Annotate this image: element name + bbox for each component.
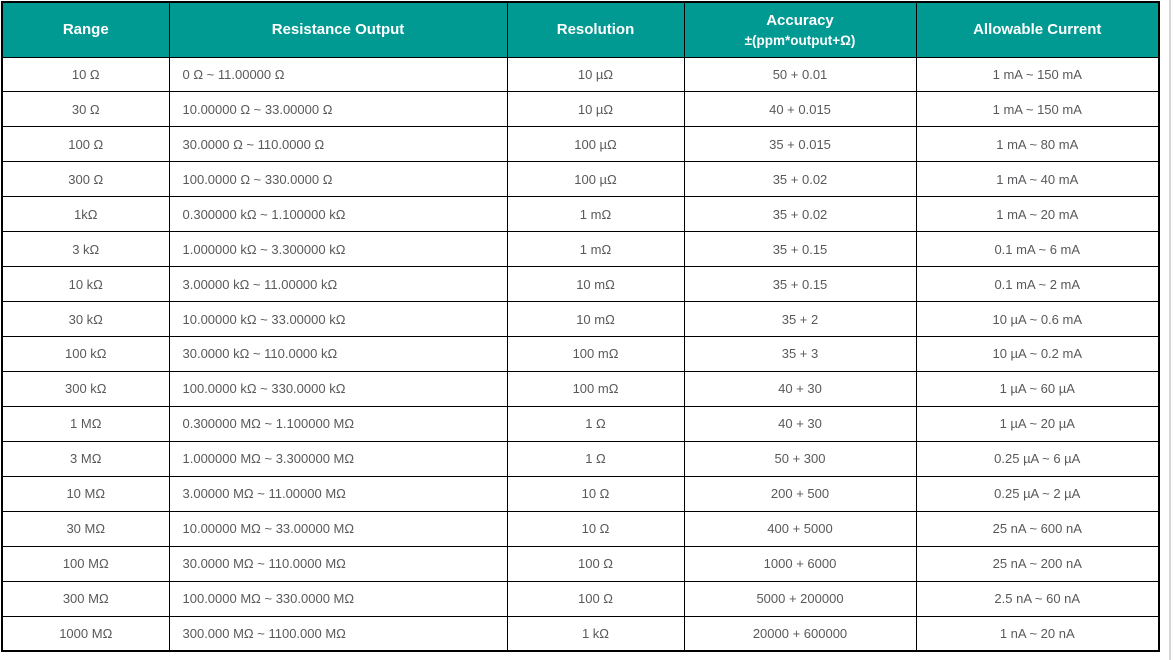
table-row [2, 441, 1159, 476]
cell-range: 30 Ω [2, 92, 169, 127]
cell-resolution: 100 mΩ [507, 337, 684, 372]
cell-allowable-current: 0.1 mA ~ 2 mA [916, 267, 1159, 302]
cell-accuracy: 5000 + 200000 [684, 581, 916, 616]
cell-range: 30 kΩ [2, 302, 169, 337]
cell-resistance-output: 30.0000 kΩ ~ 110.0000 kΩ [169, 337, 507, 372]
cell-resolution: 100 Ω [507, 581, 684, 616]
cell-range: 1 MΩ [2, 406, 169, 441]
cell-range: 300 kΩ [2, 371, 169, 406]
cell-range: 3 kΩ [2, 232, 169, 267]
cell-allowable-current: 2.5 nA ~ 60 nA [916, 581, 1159, 616]
cell-range: 1kΩ [2, 197, 169, 232]
cell-allowable-current: 1 nA ~ 20 nA [916, 616, 1159, 651]
cell-accuracy: 40 + 30 [684, 406, 916, 441]
col-header-allowable-current: Allowable Current [916, 2, 1159, 57]
cell-allowable-current: 10 µA ~ 0.6 mA [916, 302, 1159, 337]
cell-resistance-output: 1.000000 kΩ ~ 3.300000 kΩ [169, 232, 507, 267]
cell-resolution: 1 kΩ [507, 616, 684, 651]
table-row [2, 406, 1159, 441]
cell-accuracy: 35 + 0.02 [684, 197, 916, 232]
cell-resistance-output: 0.300000 MΩ ~ 1.100000 MΩ [169, 406, 507, 441]
cell-range: 30 MΩ [2, 511, 169, 546]
table-row [2, 616, 1159, 651]
cell-resolution: 1 Ω [507, 441, 684, 476]
cell-accuracy: 35 + 2 [684, 302, 916, 337]
cell-accuracy: 35 + 3 [684, 337, 916, 372]
page-edge-line [1169, 0, 1171, 660]
cell-resistance-output: 1.000000 MΩ ~ 3.300000 MΩ [169, 441, 507, 476]
cell-accuracy: 35 + 0.15 [684, 232, 916, 267]
cell-resolution: 10 mΩ [507, 302, 684, 337]
cell-resistance-output: 100.0000 Ω ~ 330.0000 Ω [169, 162, 507, 197]
table-header [2, 2, 1159, 57]
cell-resolution: 100 Ω [507, 546, 684, 581]
cell-range: 300 MΩ [2, 581, 169, 616]
cell-resolution: 10 Ω [507, 476, 684, 511]
cell-resistance-output: 0.300000 kΩ ~ 1.100000 kΩ [169, 197, 507, 232]
table-row [2, 197, 1159, 232]
cell-resistance-output: 10.00000 Ω ~ 33.00000 Ω [169, 92, 507, 127]
cell-allowable-current: 1 mA ~ 150 mA [916, 92, 1159, 127]
cell-accuracy: 35 + 0.02 [684, 162, 916, 197]
table-row [2, 57, 1159, 92]
table-row [2, 511, 1159, 546]
cell-resolution: 100 µΩ [507, 162, 684, 197]
col-header-accuracy [684, 2, 916, 57]
cell-resolution: 100 µΩ [507, 127, 684, 162]
cell-allowable-current: 25 nA ~ 600 nA [916, 511, 1159, 546]
col-header-resistance-output: Resistance Output [169, 2, 507, 57]
header-row [2, 2, 1159, 57]
cell-accuracy: 40 + 30 [684, 371, 916, 406]
cell-accuracy: 50 + 0.01 [684, 57, 916, 92]
table-row [2, 546, 1159, 581]
resistance-spec-table [1, 1, 1160, 652]
cell-resistance-output: 0 Ω ~ 11.00000 Ω [169, 57, 507, 92]
cell-resistance-output: 30.0000 MΩ ~ 110.0000 MΩ [169, 546, 507, 581]
cell-range: 1000 MΩ [2, 616, 169, 651]
cell-allowable-current: 1 mA ~ 150 mA [916, 57, 1159, 92]
table-body [2, 57, 1159, 651]
cell-allowable-current: 1 µA ~ 60 µA [916, 371, 1159, 406]
cell-resolution: 1 Ω [507, 406, 684, 441]
cell-range: 10 kΩ [2, 267, 169, 302]
cell-allowable-current: 0.25 µA ~ 6 µA [916, 441, 1159, 476]
cell-range: 300 Ω [2, 162, 169, 197]
cell-accuracy: 40 + 0.015 [684, 92, 916, 127]
cell-resistance-output: 100.0000 kΩ ~ 330.0000 kΩ [169, 371, 507, 406]
cell-accuracy: 20000 + 600000 [684, 616, 916, 651]
table-row [2, 302, 1159, 337]
table-row [2, 371, 1159, 406]
cell-resistance-output: 10.00000 MΩ ~ 33.00000 MΩ [169, 511, 507, 546]
accuracy-header-line2: ±(ppm*output+Ω) [744, 32, 856, 48]
cell-accuracy: 400 + 5000 [684, 511, 916, 546]
cell-allowable-current: 10 µA ~ 0.2 mA [916, 337, 1159, 372]
cell-resolution: 10 Ω [507, 511, 684, 546]
col-header-resolution: Resolution [507, 2, 684, 57]
cell-resistance-output: 10.00000 kΩ ~ 33.00000 kΩ [169, 302, 507, 337]
cell-allowable-current: 0.1 mA ~ 6 mA [916, 232, 1159, 267]
col-header-range: Range [2, 2, 169, 57]
cell-resistance-output: 100.0000 MΩ ~ 330.0000 MΩ [169, 581, 507, 616]
cell-range: 100 Ω [2, 127, 169, 162]
cell-range: 10 Ω [2, 57, 169, 92]
cell-range: 100 kΩ [2, 337, 169, 372]
cell-resistance-output: 300.000 MΩ ~ 1100.000 MΩ [169, 616, 507, 651]
table-row [2, 267, 1159, 302]
cell-resistance-output: 3.00000 kΩ ~ 11.00000 kΩ [169, 267, 507, 302]
cell-allowable-current: 0.25 µA ~ 2 µA [916, 476, 1159, 511]
cell-allowable-current: 1 µA ~ 20 µA [916, 406, 1159, 441]
table-row [2, 337, 1159, 372]
table-row [2, 127, 1159, 162]
table-row [2, 92, 1159, 127]
table-row [2, 476, 1159, 511]
cell-accuracy: 200 + 500 [684, 476, 916, 511]
cell-resolution: 10 µΩ [507, 57, 684, 92]
cell-resistance-output: 3.00000 MΩ ~ 11.00000 MΩ [169, 476, 507, 511]
cell-accuracy: 50 + 300 [684, 441, 916, 476]
cell-resistance-output: 30.0000 Ω ~ 110.0000 Ω [169, 127, 507, 162]
table-row [2, 581, 1159, 616]
cell-allowable-current: 1 mA ~ 80 mA [916, 127, 1159, 162]
cell-range: 10 MΩ [2, 476, 169, 511]
table-row [2, 162, 1159, 197]
cell-resolution: 10 µΩ [507, 92, 684, 127]
cell-accuracy: 1000 + 6000 [684, 546, 916, 581]
cell-resolution: 1 mΩ [507, 232, 684, 267]
accuracy-header-line1: Accuracy [766, 11, 834, 29]
cell-range: 100 MΩ [2, 546, 169, 581]
cell-allowable-current: 25 nA ~ 200 nA [916, 546, 1159, 581]
cell-accuracy: 35 + 0.15 [684, 267, 916, 302]
cell-allowable-current: 1 mA ~ 20 mA [916, 197, 1159, 232]
cell-resolution: 100 mΩ [507, 371, 684, 406]
cell-allowable-current: 1 mA ~ 40 mA [916, 162, 1159, 197]
cell-accuracy: 35 + 0.015 [684, 127, 916, 162]
cell-resolution: 1 mΩ [507, 197, 684, 232]
cell-resolution: 10 mΩ [507, 267, 684, 302]
cell-range: 3 MΩ [2, 441, 169, 476]
table-row [2, 232, 1159, 267]
